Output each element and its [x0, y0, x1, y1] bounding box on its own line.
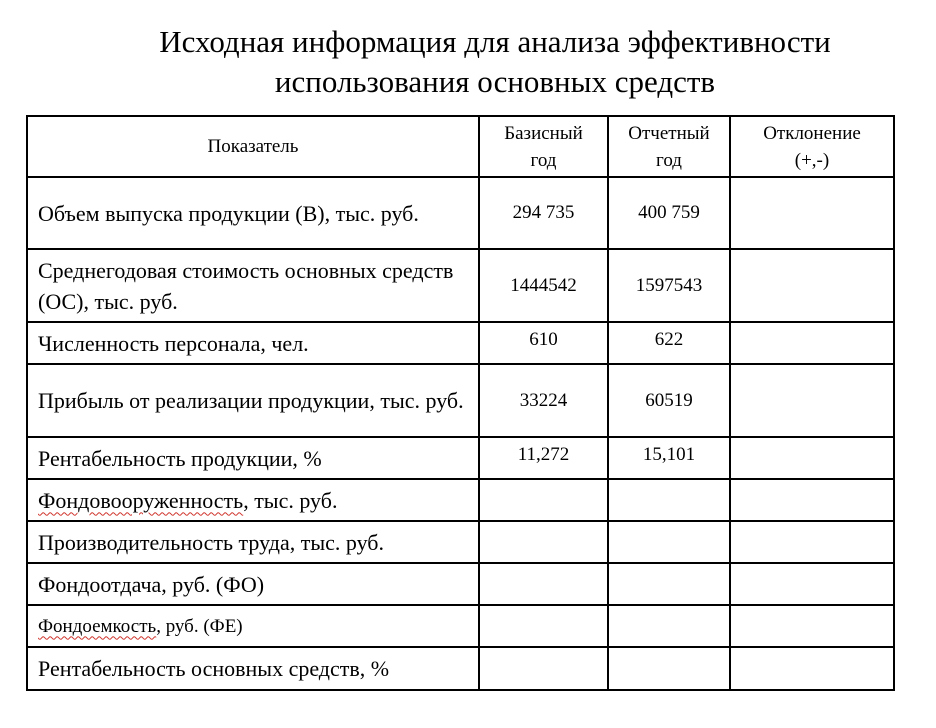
row-report-value: [608, 605, 730, 647]
header-deviation-line-1: Отклонение: [763, 122, 861, 144]
header-base-year: [479, 116, 608, 177]
analysis-table: [26, 115, 895, 691]
page-title: [60, 22, 930, 102]
row-report-value: 400 759: [608, 177, 730, 249]
row-label: [27, 479, 479, 521]
row-label: Производительность труда, тыс. руб.: [27, 521, 479, 563]
row-label: Рентабельность основных средств, %: [27, 647, 479, 690]
row-base-value: [479, 605, 608, 647]
row-report-value: 60519: [608, 364, 730, 437]
row-label: Прибыль от реализации продукции, тыс. руб.: [27, 364, 479, 437]
row-base-value: [479, 479, 608, 521]
row-deviation-value: [730, 605, 894, 647]
row-label: Фондоотдача, руб. (ФО): [27, 563, 479, 605]
row-base-value: [479, 521, 608, 563]
header-base-line-1: Базисный: [504, 122, 583, 144]
table-row: [27, 364, 894, 437]
table-row: [27, 647, 894, 690]
row-deviation-value: [730, 479, 894, 521]
row-label: Объем выпуска продукции (В), тыс. руб.: [27, 177, 479, 249]
row-base-value: 11,272: [479, 437, 608, 479]
row-deviation-value: [730, 249, 894, 322]
row-report-value: [608, 479, 730, 521]
row-base-value: [479, 647, 608, 690]
row-base-value: [479, 563, 608, 605]
row-deviation-value: [730, 364, 894, 437]
row-report-value: [608, 563, 730, 605]
header-base-line-2: год: [530, 149, 557, 171]
header-report-year: [608, 116, 730, 177]
row-base-value: 33224: [479, 364, 608, 437]
row-deviation-value: [730, 177, 894, 249]
row-report-value: [608, 521, 730, 563]
header-report-line-2: год: [656, 149, 682, 171]
header-deviation-line-2: (+,-): [794, 149, 830, 171]
table-row: [27, 605, 894, 647]
row-label: Численность персонала, чел.: [27, 322, 479, 364]
table-row: [27, 563, 894, 605]
row-label-rest: , руб. (ФЕ): [156, 615, 243, 637]
table-row: [27, 479, 894, 521]
table-row: [27, 521, 894, 563]
table-row: [27, 249, 894, 322]
header-indicator: [27, 116, 479, 177]
row-deviation-value: [730, 437, 894, 479]
row-label-main: Фондовооруженность: [38, 487, 244, 513]
header-indicator-label: Показатель: [207, 136, 299, 157]
row-label-main: Фондоемкость: [38, 615, 157, 637]
table-header-row: [27, 116, 894, 177]
row-deviation-value: [730, 521, 894, 563]
header-report-line-1: Отчетный: [628, 122, 710, 144]
row-base-value: 1444542: [479, 249, 608, 322]
row-deviation-value: [730, 647, 894, 690]
header-deviation: [730, 116, 894, 177]
title-line-1: Исходная информация для анализа эффективности: [159, 24, 831, 59]
row-base-value: 294 735: [479, 177, 608, 249]
row-report-value: 622: [608, 322, 730, 364]
row-report-value: 15,101: [608, 437, 730, 479]
row-label-rest: , тыс. руб.: [243, 487, 338, 513]
row-label: Рентабельность продукции, %: [27, 437, 479, 479]
table-row: [27, 437, 894, 479]
row-label: Среднегодовая стоимость основных средств (ОС), тыс. руб.: [27, 249, 479, 322]
row-deviation-value: [730, 563, 894, 605]
row-label: [27, 605, 479, 647]
table-row: [27, 322, 894, 364]
title-line-2: использования основных средств: [274, 64, 716, 99]
row-report-value: [608, 647, 730, 690]
row-deviation-value: [730, 322, 894, 364]
table-row: [27, 177, 894, 249]
row-base-value: 610: [479, 322, 608, 364]
row-report-value: 1597543: [608, 249, 730, 322]
